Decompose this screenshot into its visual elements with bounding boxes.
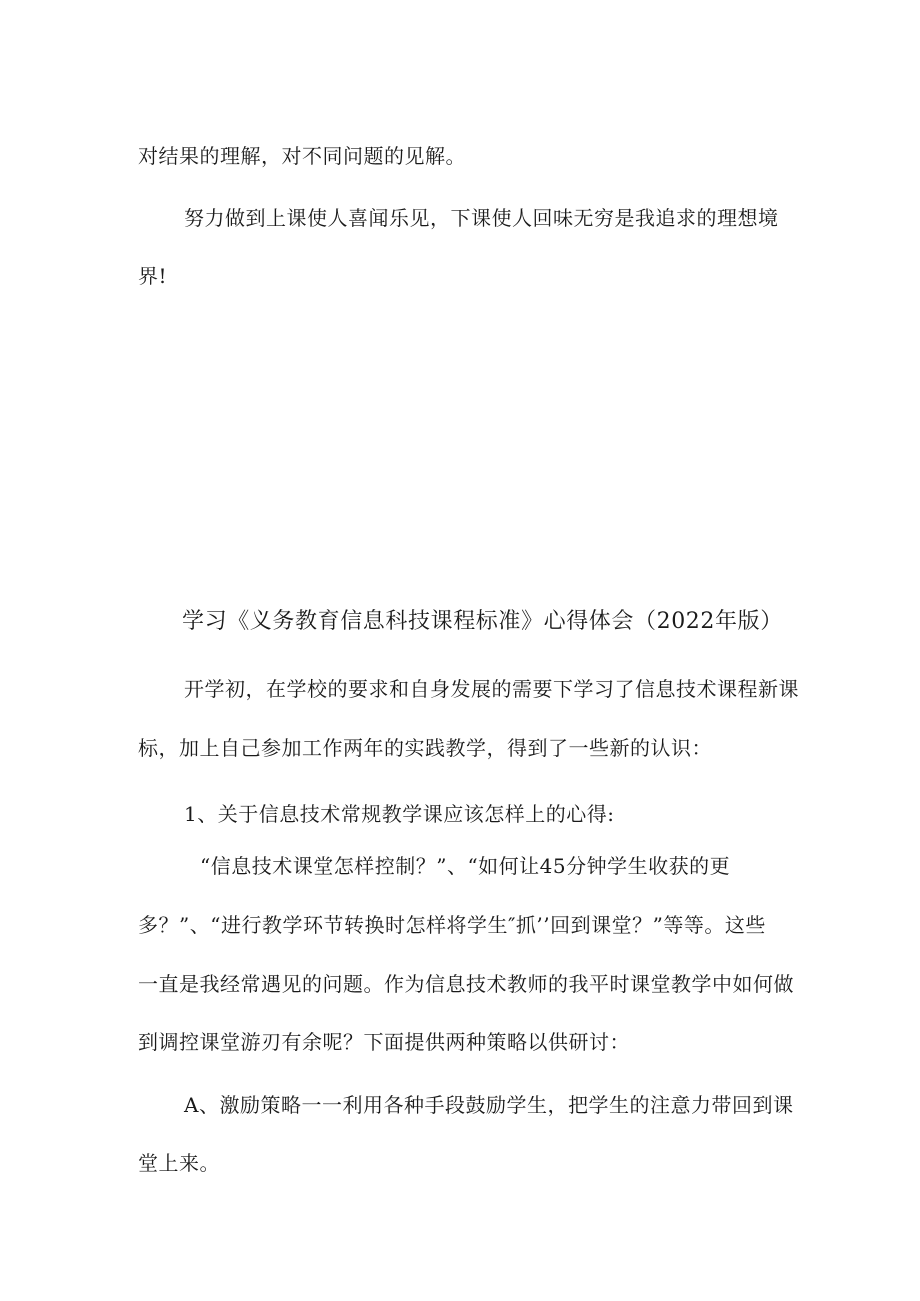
list-heading: 1、关于信息技术常规教学课应该怎样上的心得: bbox=[184, 802, 615, 826]
paragraph-line: “信息技术课堂怎样控制？”、“如何让45分钟学生收获的更 bbox=[200, 854, 731, 878]
paragraph-line: 到调控课堂游刃有余呢？下面提供两种策略以供研讨： bbox=[138, 1030, 630, 1054]
paragraph-line: 一直是我经常遇见的问题。作为信息技术教师的我平时课堂教学中如何做 bbox=[138, 972, 794, 996]
paragraph-line: 多？”、“进行教学环节转换时怎样将学生″抓’’回到课堂？”等等。这些 bbox=[138, 913, 766, 937]
paragraph-line: 对结果的理解，对不同问题的见解。 bbox=[138, 144, 466, 168]
paragraph-line: A、激励策略一一利用各种手段鼓励学生，把学生的注意力带回到课 bbox=[184, 1093, 794, 1117]
paragraph-line: 开学初，在学校的要求和自身发展的需要下学习了信息技术课程新课 bbox=[184, 677, 799, 701]
article-title: 学习《义务教育信息科技课程标准》心得体会（2022年版） bbox=[182, 609, 783, 634]
paragraph-line: 努力做到上课使人喜闻乐见，下课使人回味无穷是我追求的理想境 bbox=[184, 206, 779, 230]
paragraph-line: 标，加上自己参加工作两年的实践教学，得到了一些新的认识： bbox=[138, 736, 712, 760]
paragraph-line: 堂上来。 bbox=[138, 1151, 220, 1175]
paragraph-line: 界! bbox=[138, 264, 168, 288]
